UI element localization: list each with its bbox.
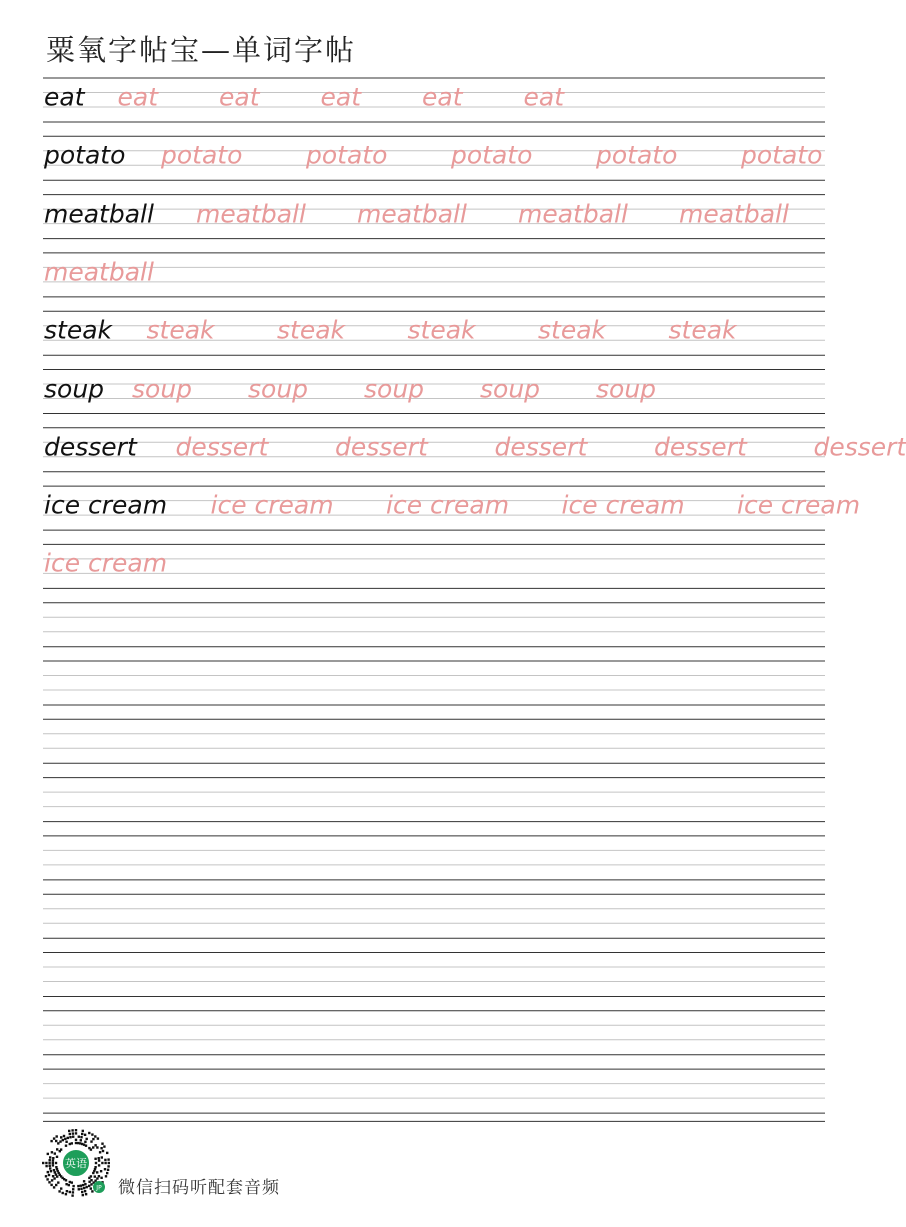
trace-word: steak: [668, 315, 737, 345]
trace-word: soup: [596, 374, 657, 403]
trace-word: meatball: [357, 199, 467, 229]
trace-word: ice cream: [386, 490, 510, 520]
trace-word: eat: [422, 82, 463, 112]
trace-word: soup: [364, 374, 425, 403]
trace-word: dessert: [813, 432, 906, 462]
trace-word: ice cream: [561, 490, 685, 520]
trace-word: dessert: [654, 432, 747, 462]
trace-word: meatball: [679, 199, 789, 229]
trace-word: ice cream: [737, 490, 861, 520]
trace-word: eat: [523, 82, 565, 112]
trace-word: steak: [407, 315, 476, 345]
trace-word: soup: [132, 374, 193, 403]
page-title: 粟氧字帖宝—单词字帖: [46, 33, 357, 67]
trace-word: steak: [538, 315, 607, 345]
trace-word: eat: [117, 82, 159, 112]
model-word: meatball: [44, 199, 154, 229]
model-word: dessert: [44, 432, 137, 462]
trace-word: ice cream: [210, 490, 334, 520]
footer: [40, 1125, 460, 1205]
model-word: ice cream: [44, 490, 168, 520]
trace-word: ice cream: [44, 548, 168, 578]
trace-word: soup: [248, 374, 309, 403]
trace-word: potato: [161, 140, 243, 170]
trace-word: eat: [320, 82, 362, 112]
trace-word: dessert: [335, 432, 428, 462]
model-word: eat: [44, 82, 85, 112]
footer-caption: 微信扫码听配套音频: [118, 1178, 280, 1198]
trace-word: meatball: [44, 257, 154, 287]
trace-word: potato: [451, 140, 533, 170]
trace-word: steak: [146, 315, 215, 345]
model-word: soup: [44, 374, 105, 403]
qr-corner-label: JP: [96, 1184, 102, 1192]
model-word: steak: [44, 315, 113, 345]
trace-word: dessert: [175, 432, 269, 462]
trace-word: potato: [741, 140, 823, 170]
trace-word: steak: [277, 315, 346, 345]
trace-word: soup: [480, 374, 541, 403]
trace-word: potato: [306, 140, 388, 170]
trace-word: dessert: [494, 432, 588, 462]
qr-code-icon: [40, 1127, 112, 1199]
trace-word: potato: [596, 140, 678, 170]
qr-badge-label: 英语: [65, 1157, 87, 1170]
trace-word: meatball: [518, 199, 628, 229]
trace-word: meatball: [196, 199, 306, 229]
model-word: potato: [44, 140, 126, 170]
trace-word: eat: [219, 82, 260, 112]
